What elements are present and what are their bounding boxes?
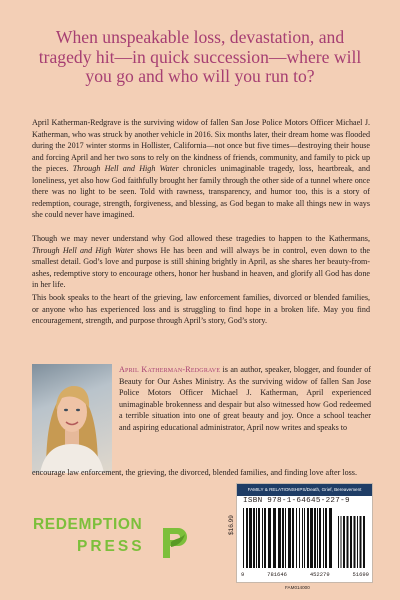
bisac-code: FAM014000 bbox=[285, 585, 310, 590]
barcode-addon-bar bbox=[354, 516, 356, 568]
barcode-bar bbox=[307, 508, 309, 568]
publisher-emblem-icon bbox=[161, 528, 187, 558]
barcode-bar bbox=[296, 508, 297, 568]
p2-text-2: shows He has been and will always be in control, even down to the smallest detail. God’s love and purpose is still shining brightly in April, as she shares her beauty-from-ashes, redemptive story to encourage others, honor her husband in heaven, and glorify all God has done in her life. bbox=[32, 245, 371, 290]
price-label: $16.99 bbox=[228, 515, 235, 535]
barcode-addon-digits: 51699 bbox=[352, 571, 369, 578]
barcode-bar bbox=[243, 508, 244, 568]
barcode-addon-bar bbox=[341, 516, 342, 568]
p1-text-1: April Katherman-Redgrave is the surviving widow of fallen San Jose Police Motors Officer Michael J. Katherman, who was struck by another vehicle in 2016. Six months later, their dream home was flooded during the 2017 winter storms in Hollister, California—not once but five times—destroying their house and forcing April and her two sons to rely on the kindness of friends, community, and family to pick up the pieces. bbox=[32, 118, 370, 174]
barcode-bar bbox=[278, 508, 281, 568]
barcode-addon-bar bbox=[347, 516, 349, 568]
barcode-addon-bar bbox=[343, 516, 345, 568]
barcode-addon-bar bbox=[357, 516, 358, 568]
barcode-bar bbox=[256, 508, 257, 568]
barcode-bar bbox=[273, 508, 276, 568]
barcode-addon-bar bbox=[350, 516, 352, 568]
p1-text-2: chronicles unimaginable tragedy, loss, heartbreak, and loneliness, yet also how God faithfully brought her family through the other side of a tunnel where once there was no light to be seen. Told with rawness, transparency, and humor too, this is a story of redemption, courage, strength, forgiveness, and blessing, as God began to make all things new in ways she could never have imagined. bbox=[32, 164, 370, 220]
barcode-bars bbox=[243, 508, 367, 570]
barcode-bar bbox=[282, 508, 284, 568]
barcode-addon-bar bbox=[360, 516, 362, 568]
barcode-bar bbox=[268, 508, 271, 568]
publisher-logo bbox=[33, 516, 193, 576]
barcode-bar bbox=[292, 508, 294, 568]
barcode-bar bbox=[325, 508, 327, 568]
barcode-addon-bar bbox=[363, 516, 365, 568]
barcode-bar bbox=[258, 508, 260, 568]
description-paragraph-2 bbox=[32, 233, 370, 291]
barcode-bar bbox=[299, 508, 300, 568]
author-bio-continued: encourage law enforcement, the grieving, the divorced, blended families, and finding love after loss. bbox=[32, 468, 357, 477]
barcode-bar bbox=[264, 508, 266, 568]
barcode-bar bbox=[302, 508, 303, 568]
p1-book-title: Through Hell and High Water bbox=[72, 164, 179, 174]
barcode-bar bbox=[319, 508, 321, 568]
p2-book-title: Through Hell and High Water bbox=[32, 245, 134, 255]
barcode-digit-prefix: 9 bbox=[241, 571, 245, 578]
barcode-bar bbox=[285, 508, 286, 568]
barcode-digits bbox=[241, 571, 369, 578]
barcode-bar bbox=[323, 508, 324, 568]
barcode-bar bbox=[314, 508, 316, 568]
cover-headline: When unspeakable loss, devastation, and tragedy hit—in quick succession—where will you go and who will you run to? bbox=[38, 27, 362, 86]
barcode-bar bbox=[288, 508, 291, 568]
bisac-category: FAMILY & RELATIONSHIPS/Death, Grief, Bereavement bbox=[237, 484, 372, 496]
barcode-bar bbox=[246, 508, 248, 568]
publisher-name-line-2: PRESS bbox=[77, 538, 145, 555]
barcode-addon-bar bbox=[338, 516, 339, 568]
author-name: April Katherman-Redgrave bbox=[119, 365, 221, 374]
barcode-bar bbox=[304, 508, 305, 568]
isbn-label: ISBN 978-1-64645-227-9 bbox=[243, 497, 350, 505]
barcode-bar bbox=[317, 508, 318, 568]
barcode-bar bbox=[262, 508, 263, 568]
author-bio bbox=[119, 364, 371, 433]
barcode-bar bbox=[329, 508, 332, 568]
barcode-bar bbox=[249, 508, 252, 568]
p2-text-1: Though we may never understand why God allowed these tragedies to happen to the Kathermans, bbox=[32, 234, 370, 243]
author-photo bbox=[32, 364, 112, 473]
description-paragraph-3: This book speaks to the heart of the grieving, law enforcement families, divorced or blended families, or anyone who has experienced loss and is struggling to find hope in a broken life. May you find encouragement, strength, and purpose through April’s story, God’s story. bbox=[32, 293, 370, 326]
barcode-block bbox=[236, 483, 373, 583]
barcode-bar bbox=[253, 508, 255, 568]
author-portrait-image bbox=[32, 364, 112, 473]
publisher-name-line-1: REDEMPTION bbox=[33, 516, 143, 533]
description-paragraph-1 bbox=[32, 117, 370, 221]
barcode-digit-group-2: 452279 bbox=[309, 571, 330, 578]
barcode-digit-group-1: 781646 bbox=[267, 571, 287, 578]
barcode-bar bbox=[310, 508, 313, 568]
author-bio-text: is an author, speaker, blogger, and founder of Beauty for Our Ashes Ministry. As the surviving widow of fallen San Jose Police Motors Officer Michael J. Katherman, April experienced unimaginable brokenness and despair but also witnessed how God redeemed a terrible situation into one of great beauty and joy. Once a school teacher and aspiring educational administrator, April now writes and speaks to bbox=[119, 365, 371, 432]
